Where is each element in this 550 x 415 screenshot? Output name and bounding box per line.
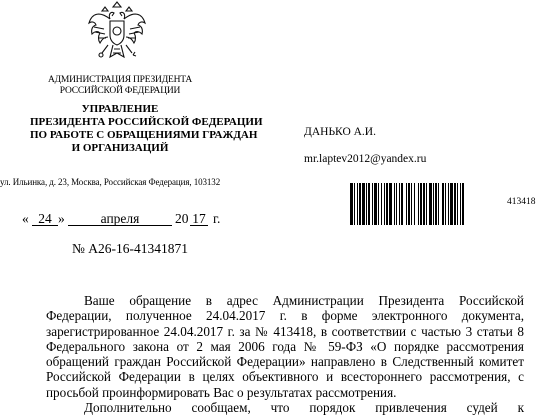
barcode-bar xyxy=(423,183,425,225)
department-title-line-1: УПРАВЛЕНИЕ xyxy=(81,103,159,115)
barcode-bar xyxy=(438,183,439,225)
barcode-bar xyxy=(357,183,358,225)
sender-address: ул. Ильинка, д. 23, Москва, Российская Федерация, 103132 xyxy=(0,177,221,187)
barcode-bar xyxy=(368,183,370,225)
barcode-bar xyxy=(389,183,392,225)
body-line: Российской Федерации в целях объективного и всестороннего рассмотрения, с xyxy=(46,369,524,385)
barcode-bar xyxy=(374,183,377,225)
barcode-bar xyxy=(426,183,427,225)
barcode-bar xyxy=(406,183,407,225)
barcode xyxy=(350,183,500,225)
barcode-bar xyxy=(435,183,437,225)
barcode-bar xyxy=(420,183,422,225)
barcode-bar xyxy=(366,183,367,225)
barcode-bar xyxy=(394,183,395,225)
recipient-email: mr.laptev2012@yandex.ru xyxy=(304,153,427,165)
barcode-bar xyxy=(401,183,403,225)
barcode-bar xyxy=(429,183,432,225)
department-title-line-4: И ОРГАНИЗАЦИЙ xyxy=(71,142,169,154)
department-title-line-3: ПО РАБОТЕ С ОБРАЩЕНИЯМИ ГРАЖДАН xyxy=(30,129,258,141)
recipient-name: ДАНЬКО А.И. xyxy=(304,126,376,138)
barcode-bar xyxy=(362,183,365,225)
body-line: Федерального закона от 2 мая 2006 года № 59-ФЗ «О порядке рассмотрения xyxy=(46,338,524,354)
date-open-quote: « xyxy=(22,211,29,226)
date-year-prefix: 20 xyxy=(175,211,189,226)
date-year-abbr: г. xyxy=(213,211,221,226)
barcode-bar xyxy=(457,183,458,225)
barcode-bar xyxy=(381,183,382,225)
barcode-bar xyxy=(448,183,449,225)
admin-title-line-2: РОССИЙСКОЙ ФЕДЕРАЦИИ xyxy=(59,86,181,96)
barcode-bar xyxy=(378,183,379,225)
body-line: Федерации, полученное 24.04.2017 г. в форме электронного документа, xyxy=(46,308,524,324)
letter-body xyxy=(46,293,524,415)
barcode-bar xyxy=(445,183,446,225)
barcode-bar xyxy=(399,183,400,225)
barcode-bar xyxy=(433,183,434,225)
body-line: Ваше обращение в адрес Администрации Президента Российской xyxy=(84,293,524,308)
barcode-bar xyxy=(350,183,353,225)
coat-of-arms-emblem xyxy=(86,1,148,65)
admin-title-line-1: АДМИНИСТРАЦИЯ ПРЕЗИДЕНТА xyxy=(47,75,193,85)
barcode-number: 413418 xyxy=(507,197,536,207)
barcode-bar xyxy=(450,183,453,225)
barcode-bar xyxy=(372,183,373,225)
body-line: Дополнительно сообщаем, что порядок привлечения судей к xyxy=(84,400,524,415)
date-year-suffix: 17 xyxy=(190,211,208,226)
barcode-bar xyxy=(411,183,412,225)
body-line: обращений граждан Российской Федерации» направлено в Следственный комитет xyxy=(46,354,524,370)
barcode-bar xyxy=(396,183,397,225)
department-title-line-2: ПРЕЗИДЕНТА РОССИЙСКОЙ ФЕДЕРАЦИИ xyxy=(30,116,263,128)
body-line: зарегистрированное 24.04.2017 г. за № 413418, в соответствии с частью 3 статьи 8 xyxy=(46,323,524,339)
date-month: апреля xyxy=(68,211,172,226)
barcode-bar xyxy=(462,183,464,225)
barcode-bar xyxy=(384,183,385,225)
barcode-bar xyxy=(460,183,461,225)
barcode-bar xyxy=(454,183,456,225)
barcode-bar xyxy=(414,183,415,225)
barcode-bar xyxy=(442,183,444,225)
barcode-bar xyxy=(386,183,388,225)
date-day: 24 xyxy=(32,211,58,226)
date-close-quote: » xyxy=(58,211,65,226)
barcode-bar xyxy=(354,183,355,225)
barcode-bar xyxy=(418,183,419,225)
body-line: просьбой проинформировать Вас о результатах рассмотрения. xyxy=(46,384,397,400)
barcode-bar xyxy=(408,183,410,225)
barcode-bar xyxy=(359,183,361,225)
registration-number: № А26-16-41341871 xyxy=(72,241,188,256)
